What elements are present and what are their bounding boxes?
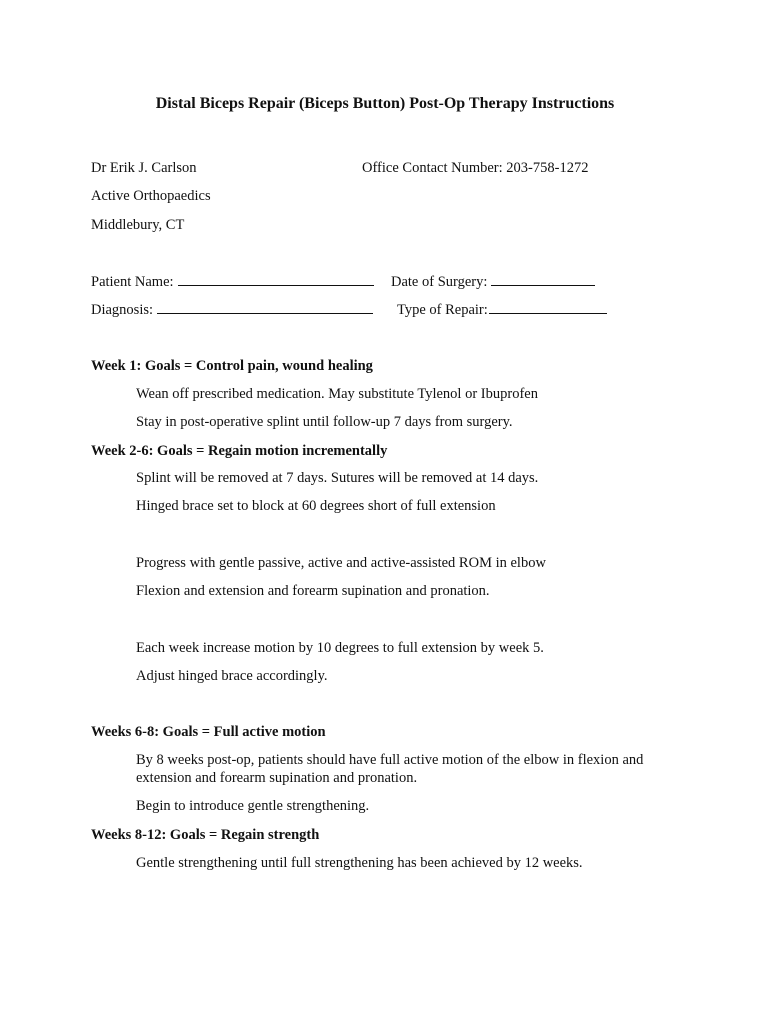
patient-name-label: Patient Name: — [91, 274, 174, 290]
date-of-surgery-field — [391, 272, 595, 291]
week1-line: Wean off prescribed medication. May substitute Tylenol or Ibuprofen — [136, 386, 538, 402]
patient-name-blank[interactable] — [178, 272, 374, 286]
week2-6-line: Splint will be removed at 7 days. Sutures will be removed at 14 days. — [136, 470, 539, 486]
practice-name: Active Orthopaedics — [91, 188, 211, 204]
week2-6-line: Flexion and extension and forearm supination and pronation. — [136, 583, 490, 599]
week2-6-line: Progress with gentle passive, active and active-assisted ROM in elbow — [136, 555, 546, 571]
week8-12-line: Gentle strengthening until full strengthening has been achieved by 12 weeks. — [136, 855, 583, 871]
type-of-repair-field — [397, 300, 607, 319]
office-contact: Office Contact Number: 203-758-1272 — [362, 160, 589, 176]
doctor-name: Dr Erik J. Carlson — [91, 160, 197, 176]
diagnosis-label: Diagnosis: — [91, 302, 154, 318]
diagnosis-blank[interactable] — [157, 300, 373, 314]
week2-6-line: Adjust hinged brace accordingly. — [136, 668, 328, 684]
patient-name-field — [91, 272, 374, 291]
week8-12-heading: Weeks 8-12: Goals = Regain strength — [91, 827, 320, 843]
week1-heading: Week 1: Goals = Control pain, wound healing — [91, 358, 373, 374]
week2-6-line: Hinged brace set to block at 60 degrees short of full extension — [136, 498, 496, 514]
week2-6-heading: Week 2-6: Goals = Regain motion incrementally — [91, 443, 388, 459]
date-of-surgery-blank[interactable] — [491, 272, 595, 286]
practice-location: Middlebury, CT — [91, 217, 185, 233]
diagnosis-field — [91, 300, 373, 319]
type-of-repair-blank[interactable] — [489, 300, 607, 314]
week2-6-line: Each week increase motion by 10 degrees to full extension by week 5. — [136, 640, 544, 656]
date-of-surgery-label: Date of Surgery: — [391, 274, 488, 290]
week1-line: Stay in post-operative splint until follow-up 7 days from surgery. — [136, 414, 513, 430]
week6-8-line: By 8 weeks post-op, patients should have full active motion of the elbow in flexion and extension and forearm supination and pronation. — [136, 752, 644, 786]
week6-8-heading: Weeks 6-8: Goals = Full active motion — [91, 724, 326, 740]
week6-8-line: Begin to introduce gentle strengthening. — [136, 798, 370, 814]
document-title: Distal Biceps Repair (Biceps Button) Post-Op Therapy Instructions — [155, 95, 615, 112]
type-of-repair-label: Type of Repair: — [397, 302, 488, 318]
